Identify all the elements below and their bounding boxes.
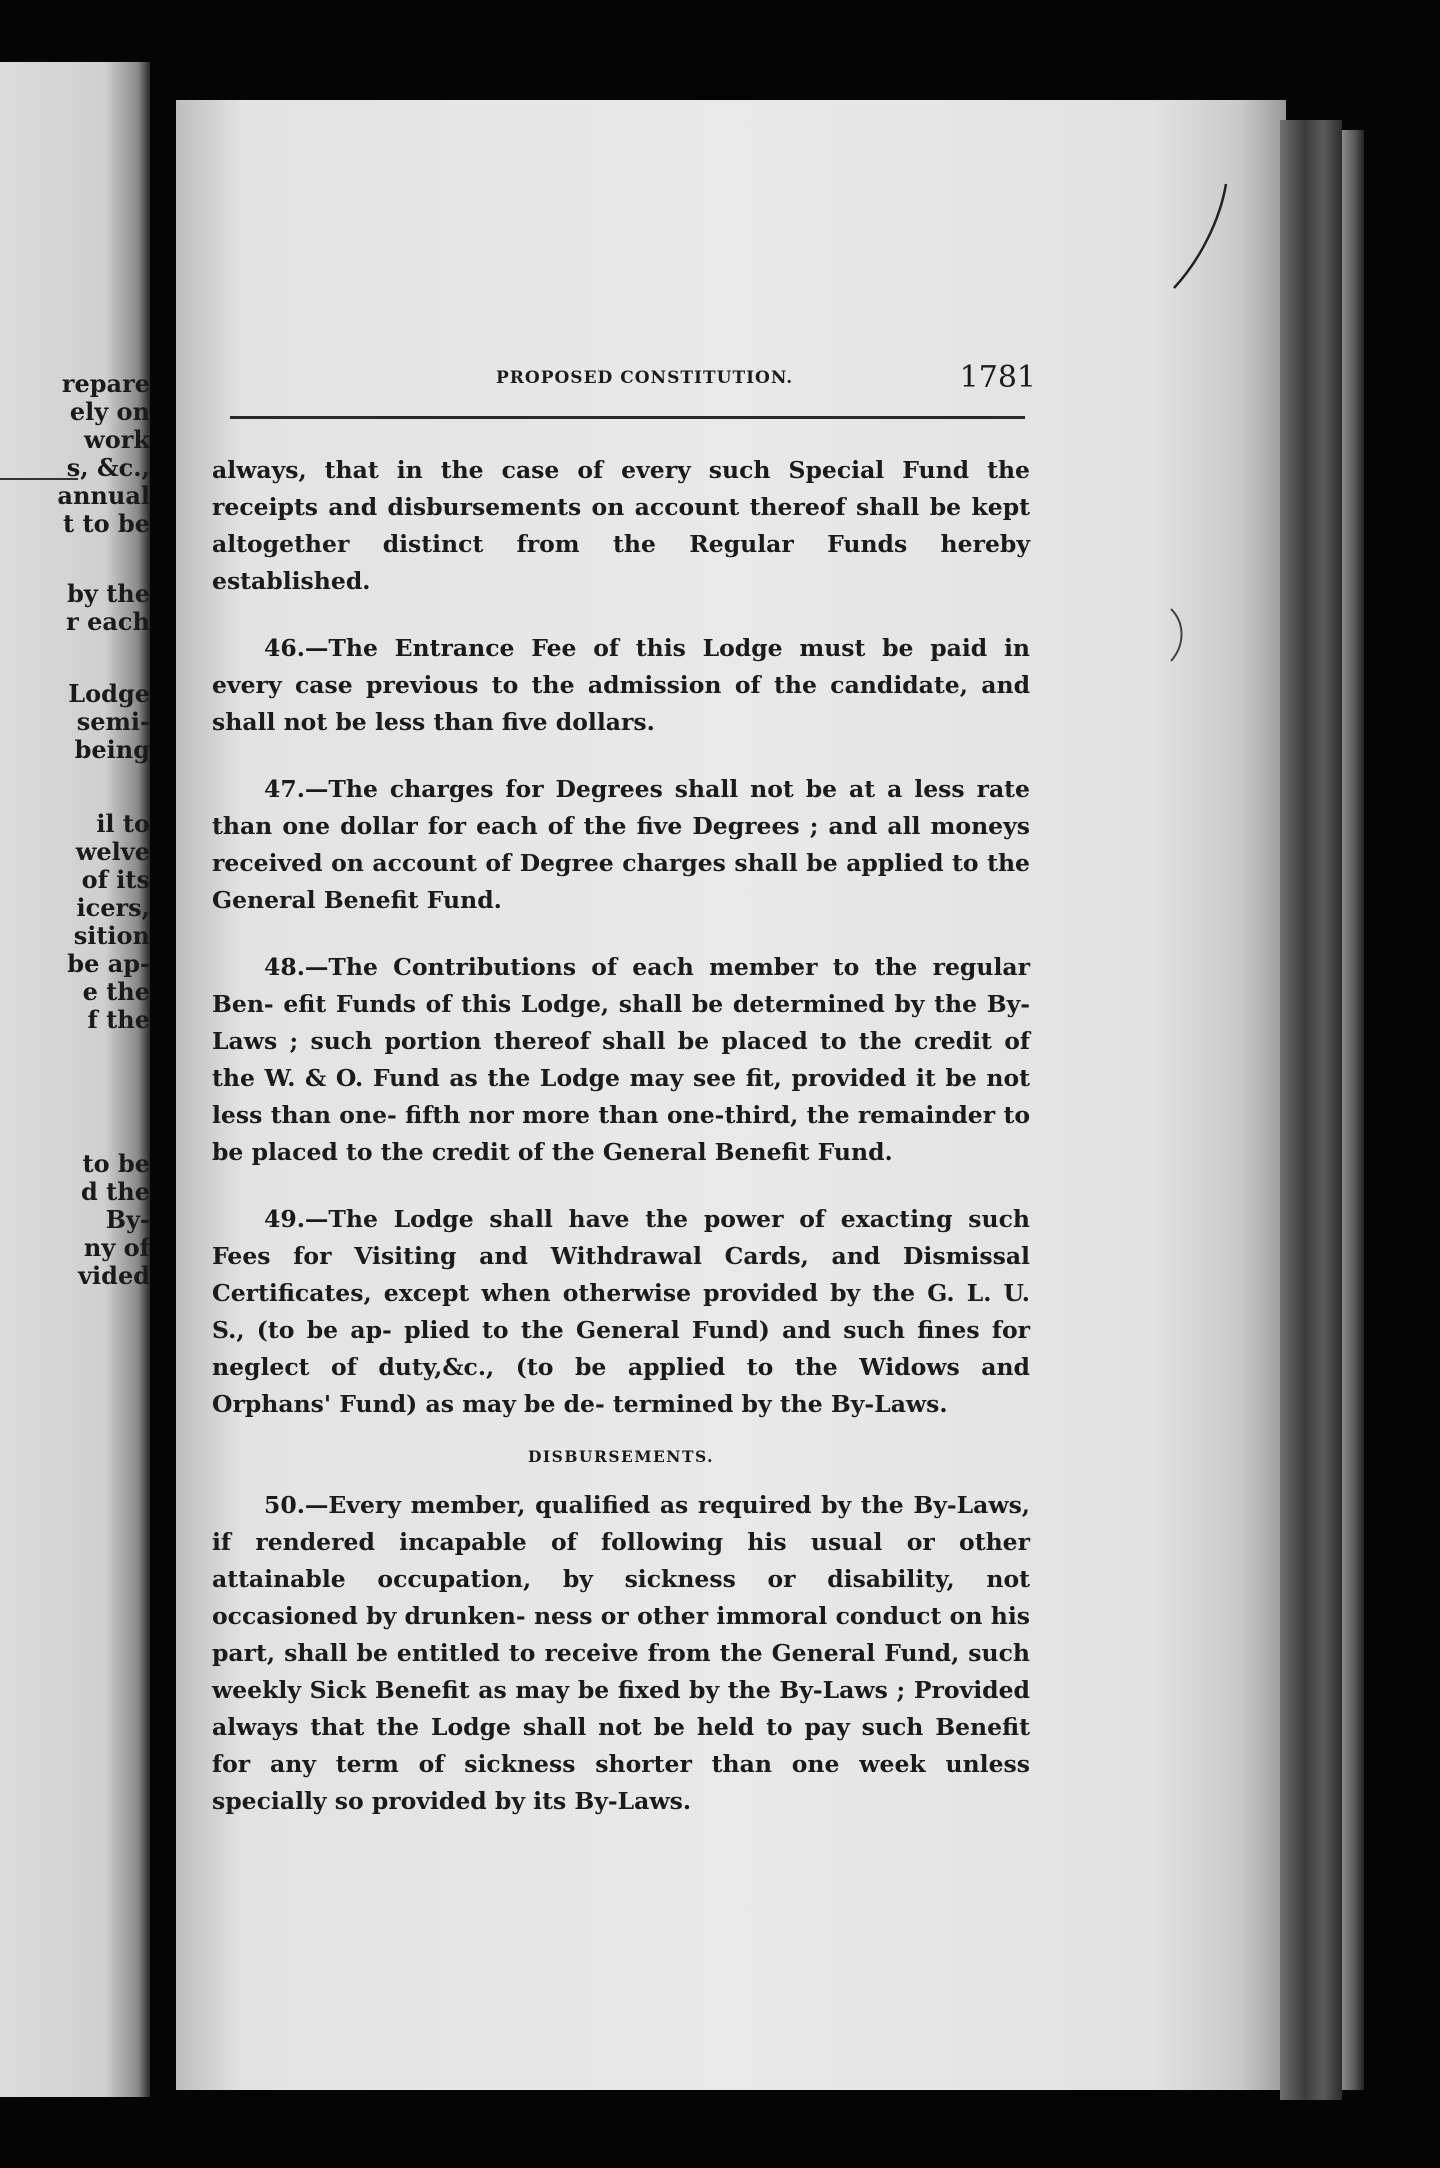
text-line: Fund as the Lodge may see fit, provided it be not less than one- <box>212 1064 1031 1129</box>
text-line: be fixed by the By-Laws ; Provided always that the Lodge shall <box>212 1676 1030 1741</box>
header-rule <box>230 416 1025 419</box>
text-line: efit Funds of this Lodge, shall be determined by the By-Laws ; <box>212 990 1031 1055</box>
text-line: case previous to the admission of the candidate, and shall not be <box>212 671 1030 736</box>
facing-page-fragment: icers, <box>76 893 150 922</box>
facing-page-fragment: ny of <box>83 1233 150 1262</box>
facing-page-fragment: vided <box>78 1261 150 1290</box>
text-line: plied to the General Fund) and such fines for neglect of duty,&c., <box>212 1316 1031 1381</box>
text-line: credit of the General Benefit Fund. <box>431 1138 893 1166</box>
facing-page-fragment: ely on <box>69 397 150 426</box>
text-line: on account of Degree charges shall be applied to the General <box>212 849 1030 914</box>
page-edge <box>1280 120 1342 2100</box>
facing-page-fragment: r each <box>66 607 150 636</box>
paragraph-continuation <box>212 452 1030 600</box>
facing-page-fragment: s, &c., <box>66 453 150 482</box>
text-line: 46.—The Entrance Fee of this Lodge must be paid in every <box>212 634 1030 699</box>
text-line: if rendered incapable of following his usual or other attainable <box>212 1528 1030 1593</box>
text-line: except when otherwise provided by the G. L. U. S., (to be ap- <box>212 1279 1030 1344</box>
facing-page-fragment: work <box>84 425 150 454</box>
text-line: Benefit Fund. <box>323 886 502 914</box>
facing-page-fragment: Lodge <box>68 679 150 708</box>
facing-page <box>0 62 150 2097</box>
pencil-bracket <box>1165 605 1195 665</box>
text-line: always, that in the case of every such Special Fund the receipts <box>212 456 1030 521</box>
facing-page-fragment: being <box>74 735 150 764</box>
text-line: than one week unless specially so provided by its By-Laws. <box>212 1750 1031 1815</box>
facing-page-fragment: f the <box>87 1005 150 1034</box>
facing-page-fragment: t to be <box>63 509 150 538</box>
running-header <box>226 360 1036 404</box>
facing-page-fragment: semi- <box>76 707 150 736</box>
text-line: 49.—The Lodge shall have the power of exacting such Fees <box>212 1205 1030 1270</box>
text-line: one dollar for each of the five Degrees ; and all moneys received <box>212 812 1030 877</box>
facing-page-fragment: repare <box>61 369 150 398</box>
section-heading: DISBURSEMENTS. <box>527 1447 715 1466</box>
text-line: such portion thereof shall be placed to the credit of the W. & O. <box>212 1027 1030 1092</box>
facing-page-fragment: welve <box>75 837 150 866</box>
text-line: receive from the General Fund, such weekly Sick Benefit as may <box>212 1639 1030 1704</box>
section-46 <box>212 630 1030 741</box>
text-line: less than five dollars. <box>374 708 655 736</box>
text-line: occupation, by sickness or disability, not occasioned by drunken- <box>212 1565 1030 1630</box>
facing-page-fragment: of its <box>81 865 150 894</box>
section-47 <box>212 771 1030 919</box>
book-gutter <box>150 0 178 2168</box>
facing-page-fragment: e the <box>82 977 150 1006</box>
text-line: distinct from the Regular Funds hereby established. <box>212 530 1030 595</box>
pencil-mark <box>1160 180 1240 300</box>
text-line: 48.—The Contributions of each member to the regular Ben- <box>212 953 1030 1018</box>
text-line: and disbursements on account thereof shall be kept altogether <box>212 493 1030 558</box>
text-line: for Visiting and Withdrawal Cards, and Dismissal Certificates, <box>212 1242 1030 1307</box>
facing-page-fragment: by the <box>67 579 150 608</box>
page-edge-outer <box>1342 130 1364 2090</box>
running-title: PROPOSED CONSTITUTION. <box>496 368 794 388</box>
facing-page-fragment: By- <box>105 1205 150 1234</box>
facing-page-fragment: sition <box>73 921 150 950</box>
text-line: not be held to pay such Benefit for any term of sickness shorter <box>212 1713 1030 1778</box>
text-line: (to be applied to the Widows and Orphans' Fund) as may be de- <box>212 1353 1030 1418</box>
section-48 <box>212 949 1030 1171</box>
text-line: termined by the By-Laws. <box>612 1390 948 1418</box>
section-50 <box>212 1487 1030 1820</box>
facing-page-fragment: be ap- <box>67 949 150 978</box>
facing-page-fragment: il to <box>96 809 150 838</box>
section-49 <box>212 1201 1030 1423</box>
text-line: 50.—Every member, qualified as required by the By-Laws, <box>264 1491 1030 1519</box>
body-text <box>212 452 1030 1820</box>
page-number: 1781 <box>959 360 1036 395</box>
facing-page-fragment: to be <box>82 1149 150 1178</box>
text-line: fifth nor more than one-third, the remainder to be placed to the <box>212 1101 1030 1166</box>
facing-page-fragment: d the <box>81 1177 150 1206</box>
text-line: 47.—The charges for Degrees shall not be at a less rate than <box>212 775 1030 840</box>
text-line: ness or other immoral conduct on his part, shall be entitled to <box>212 1602 1030 1667</box>
facing-page-fragment: annual <box>57 481 150 510</box>
